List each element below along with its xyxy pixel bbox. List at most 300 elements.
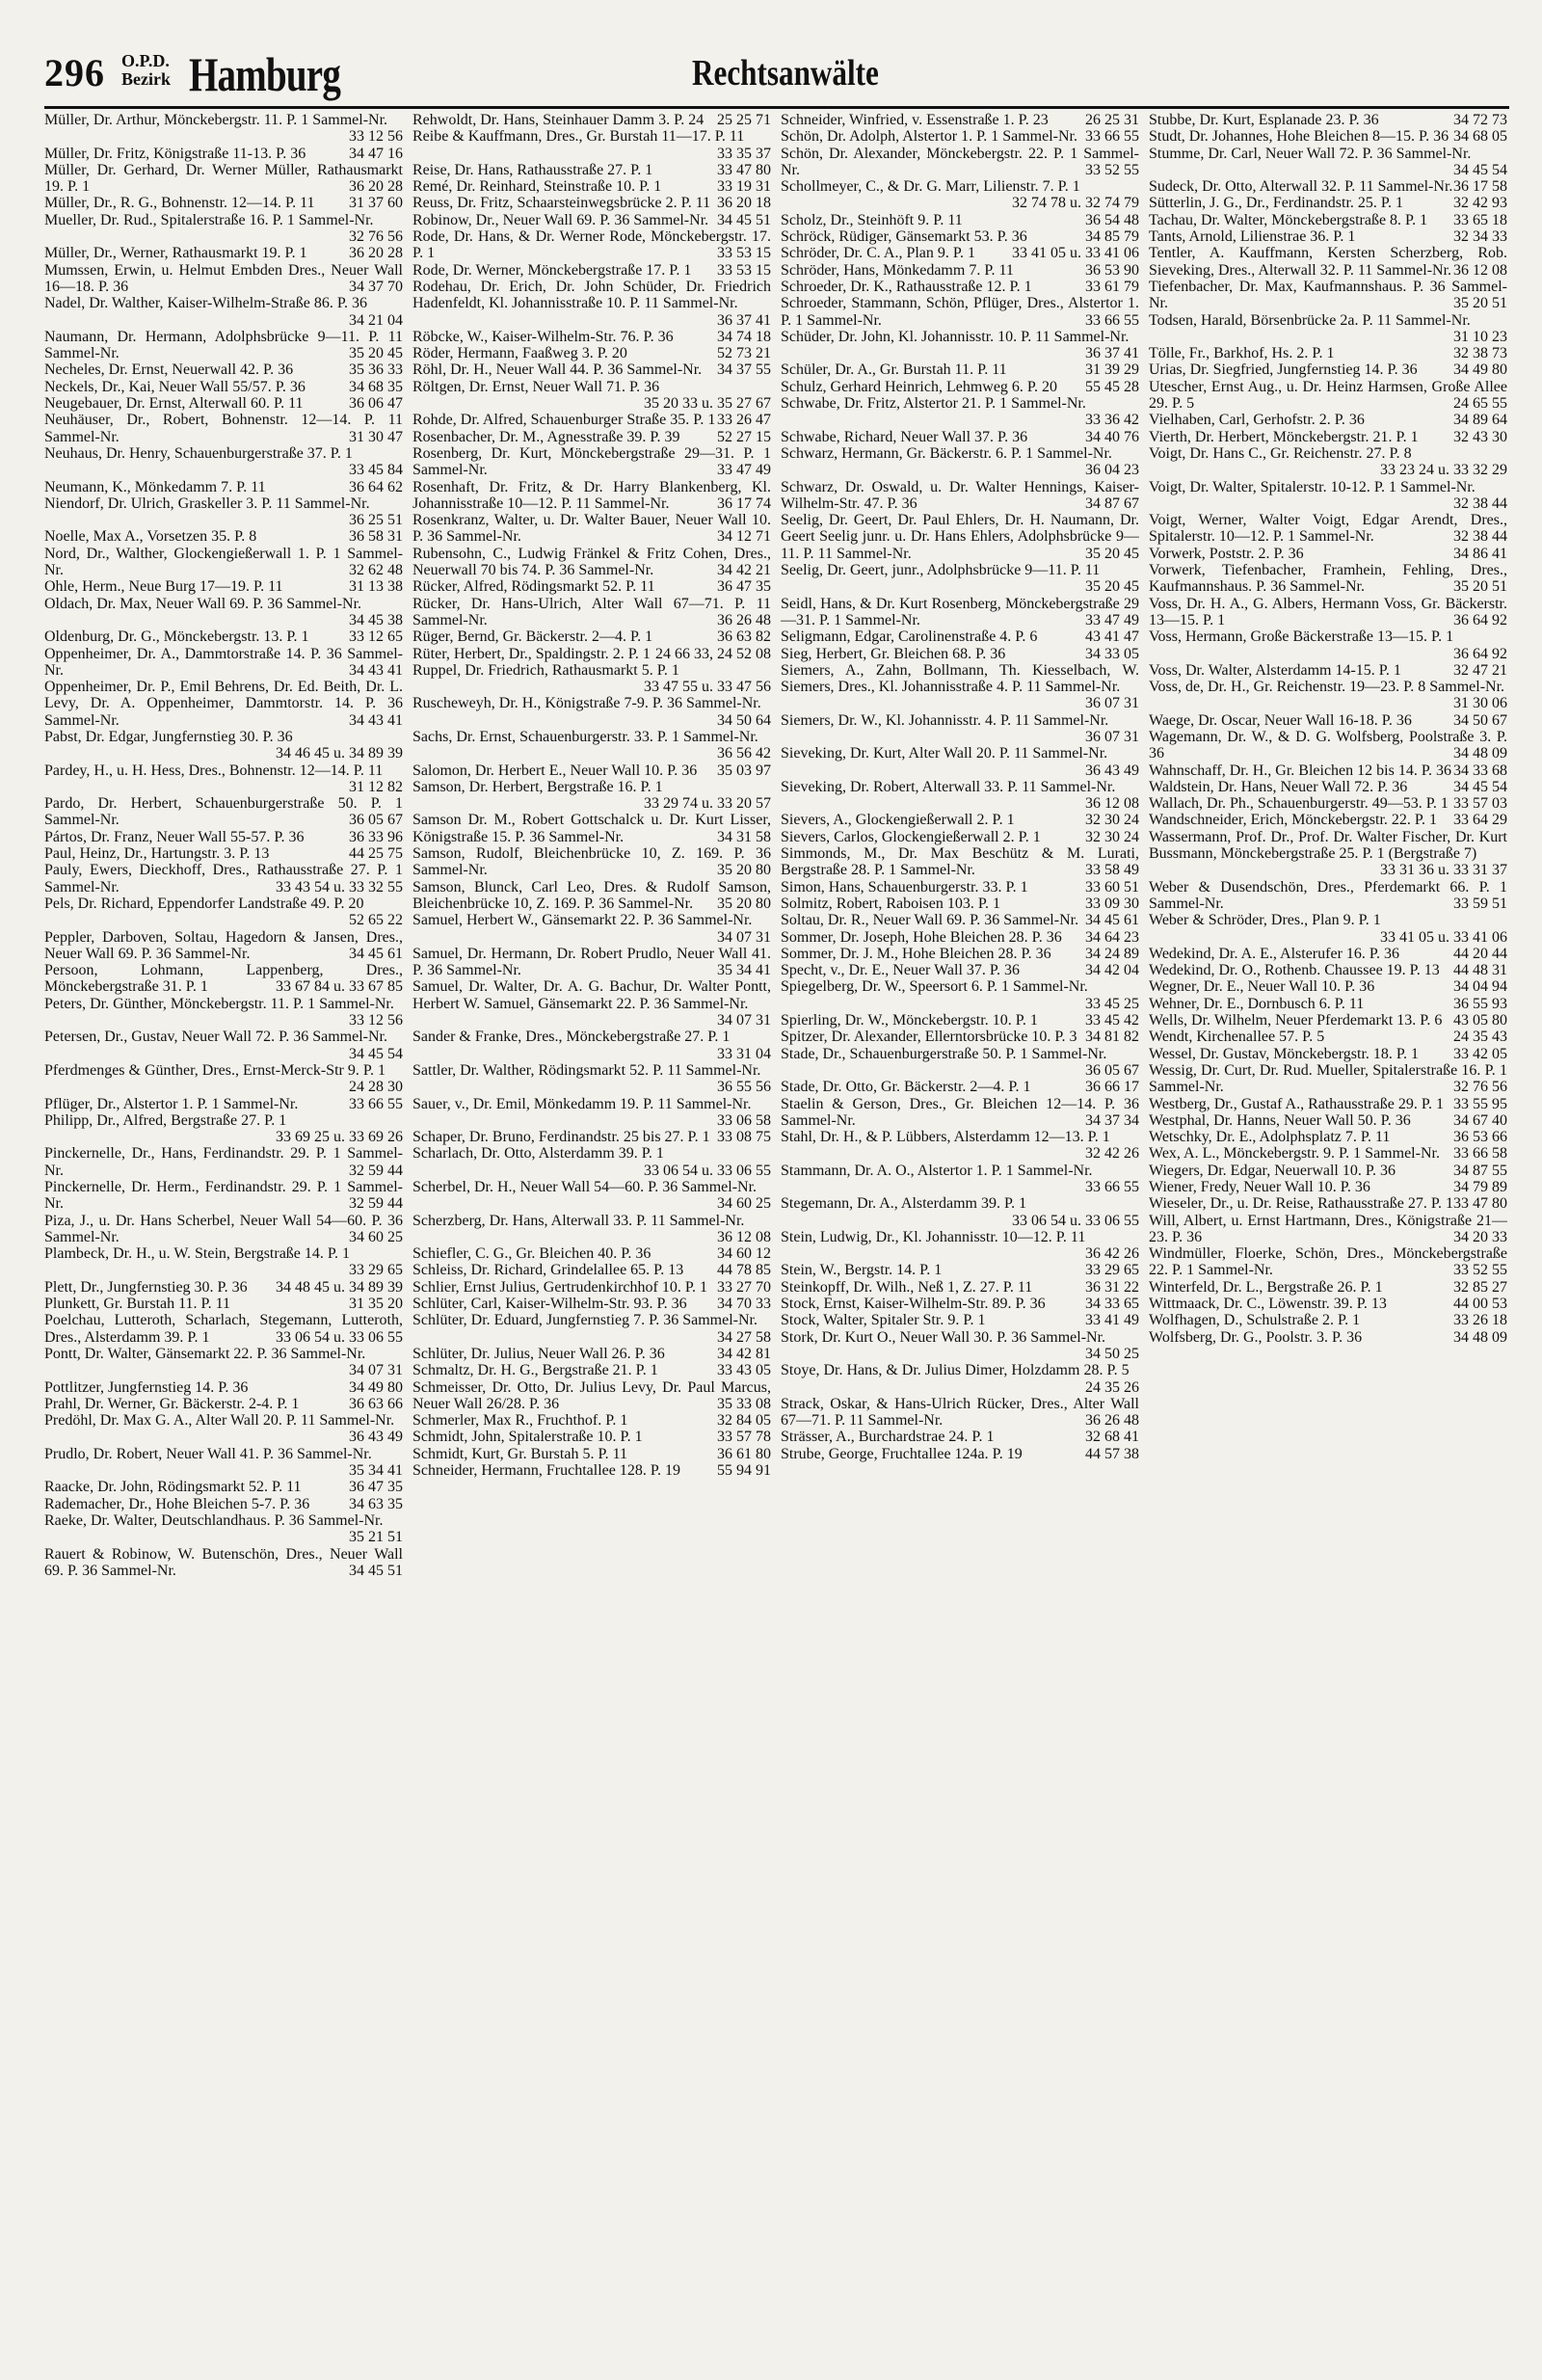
directory-entry: [412, 178, 771, 195]
directory-entry: [44, 1496, 403, 1512]
entry-text: Noelle, Max A., Vorsetzen 35. P. 8: [44, 528, 257, 546]
directory-entry: [412, 228, 771, 262]
entry-text: Stein, Ludwig, Dr., Kl. Johannisstr. 10—12. P. 11: [781, 1228, 1086, 1245]
directory-entry: [1149, 212, 1507, 228]
directory-entry: [44, 845, 403, 862]
entry-phone: 36 64 92: [1453, 611, 1507, 628]
entry-phone: 34 12 71: [717, 528, 771, 546]
entry-phone: 33 66 55: [1085, 128, 1139, 146]
entry-phone: 32 30 24: [1085, 828, 1139, 845]
entry-text: Scholz, Dr., Steinhöft 9. P. 11: [781, 211, 963, 228]
entry-phone: 34 27 58: [717, 1328, 771, 1346]
directory-entry: [412, 596, 771, 629]
entry-phone: 34 24 89: [1085, 945, 1139, 962]
directory-entry: [1149, 429, 1507, 445]
directory-entry: [781, 245, 1139, 261]
directory-entry: [44, 1446, 403, 1480]
entry-phone: 32 34 33: [1453, 228, 1507, 246]
entry-phone: 36 64 62: [349, 478, 403, 495]
entry-phone: 36 20 28: [349, 178, 403, 196]
entry-phone: 33 52 55: [1453, 1262, 1507, 1279]
directory-entry: [781, 712, 1139, 746]
entry-phone: 33 27 70: [717, 1278, 771, 1296]
directory-entry: [44, 962, 403, 996]
directory-entry: [781, 646, 1139, 662]
directory-entry: [781, 1446, 1139, 1462]
entry-phone: 32 76 56: [1453, 1079, 1507, 1096]
entry-phone: 33 45 84: [349, 462, 403, 479]
directory-entry: [1149, 712, 1507, 729]
directory-entry: [781, 912, 1139, 928]
column-3: [781, 112, 1139, 1579]
entry-text: Plambeck, Dr. H., u. W. Stein, Bergstraße 14. P. 1: [44, 1245, 351, 1263]
entry-phone: 36 12 08: [1453, 261, 1507, 279]
directory-entry: [781, 1079, 1139, 1095]
entry-phone: 36 07 31: [1085, 728, 1139, 745]
entry-text: Specht, v., Dr. E., Neuer Wall 37. P. 36: [781, 962, 1021, 979]
directory-entry: [412, 1029, 771, 1062]
entry-text: Spitzer, Dr. Alexander, Ellerntorsbrücke 10. P. 3: [781, 1029, 1077, 1046]
entry-text: Sauer, v., Dr. Emil, Mönkedamm 19. P. 11 Sammel-Nr.: [412, 1095, 752, 1112]
entry-phone: 34 72 73: [1453, 112, 1507, 128]
entry-phone: 34 45 61: [1085, 912, 1139, 929]
directory-entry: [1149, 1213, 1507, 1246]
entry-phone: 33 31 36 u. 33 31 37: [1380, 862, 1507, 879]
directory-entry: [412, 512, 771, 546]
entry-text: Wolfhagen, D., Schulstraße 2. P. 1: [1149, 1312, 1361, 1329]
entry-text: Wiener, Fredy, Neuer Wall 10. P. 36: [1149, 1179, 1370, 1195]
entry-text: Scherzberg, Dr. Hans, Alterwall 33. P. 11 Sammel-Nr.: [412, 1212, 745, 1229]
directory-entry: [781, 1129, 1139, 1163]
directory-entry: [44, 445, 403, 479]
directory-entry: [1149, 762, 1507, 779]
entry-text: Wandschneider, Erich, Mönckebergstr. 22. P. 1: [1149, 812, 1438, 829]
entry-phone: 33 41 05 u. 33 41 06: [1012, 245, 1139, 262]
directory-entry: [1149, 829, 1507, 879]
entry-phone: 34 33 68: [1453, 762, 1507, 779]
entry-phone: 34 50 25: [1085, 1345, 1139, 1362]
directory-entry: [1149, 1296, 1507, 1312]
entry-text: Philipp, Dr., Alfred, Bergstraße 27. P. 1: [44, 1111, 287, 1129]
entry-text: Oldenburg, Dr. G., Mönckebergstr. 13. P. 1: [44, 628, 309, 646]
entry-phone: 33 55 95: [1453, 1095, 1507, 1112]
entry-phone: 33 64 29: [1453, 812, 1507, 829]
entry-text: Stock, Walter, Spitaler Str. 9. P. 1: [781, 1312, 986, 1329]
entry-text: Scherbel, Dr. H., Neuer Wall 54—60. P. 36 Sammel-Nr.: [412, 1179, 758, 1195]
directory-entry: [44, 1312, 403, 1346]
directory-entry: [781, 128, 1139, 145]
entry-phone: 33 57 03: [1453, 795, 1507, 813]
entry-phone: 36 33 96: [349, 828, 403, 845]
entry-text: Waege, Dr. Oscar, Neuer Wall 16-18. P. 36: [1149, 711, 1412, 729]
entry-text: Samson, Blunck, Carl Leo, Dres. & Rudolf Samson, Bleichenbrücke 10, Z. 169. P. 36 Sammel-Nr.: [412, 878, 771, 912]
entry-phone: 36 26 48: [1085, 1412, 1139, 1430]
entry-text: Naumann, Dr. Hermann, Adolphsbrücke 9—11. P. 11 Sammel-Nr.: [44, 328, 403, 362]
entry-phone: 31 13 38: [349, 578, 403, 596]
directory-entry: [412, 1346, 771, 1362]
entry-phone: 34 70 33: [717, 1296, 771, 1313]
entry-text: Persoon, Lohmann, Lappenberg, Dres., Mönckebergstraße 31. P. 1: [44, 962, 403, 996]
directory-entry: [1149, 445, 1507, 479]
entry-phone: 52 27 15: [717, 428, 771, 445]
directory-entry: [1149, 312, 1507, 346]
entry-text: Schwabe, Dr. Fritz, Alstertor 21. P. 1 Sammel-Nr.: [781, 395, 1086, 413]
directory-entry: [44, 1346, 403, 1379]
entry-text: Pardo, Dr. Herbert, Schauenburgerstraße 50. P. 1 Sammel-Nr.: [44, 795, 403, 829]
directory-entry: [781, 662, 1139, 712]
directory-entry: [1149, 1245, 1507, 1279]
entry-phone: 43 05 80: [1453, 1012, 1507, 1030]
directory-entry: [44, 146, 403, 162]
entry-text: Neumann, K., Mönkedamm 7. P. 11: [44, 478, 266, 495]
directory-entry: [1149, 245, 1507, 279]
entry-text: Rücker, Alfred, Rödingsmarkt 52. P. 11: [412, 578, 655, 596]
entry-phone: 33 23 24 u. 33 32 29: [1380, 462, 1507, 479]
entry-text: Voigt, Dr. Hans C., Gr. Reichenstr. 27. P. 8: [1149, 444, 1412, 462]
directory-entry: [44, 162, 403, 196]
directory-entry: [1149, 128, 1507, 145]
entry-phone: 34 74 18: [717, 328, 771, 345]
directory-entry: [1149, 946, 1507, 962]
directory-entry: [781, 829, 1139, 845]
directory-entry: [44, 1296, 403, 1312]
entry-text: Wittmaack, Dr. C., Löwenstr. 39. P. 13: [1149, 1296, 1387, 1313]
directory-entry: [1149, 546, 1507, 562]
entry-text: Röbcke, W., Kaiser-Wilhelm-Str. 76. P. 36: [412, 328, 674, 345]
entry-text: Tachau, Dr. Walter, Mönckebergstraße 8. P. 1: [1149, 211, 1428, 228]
entry-phone: 33 06 58: [717, 1111, 771, 1129]
directory-entry: [44, 1112, 403, 1146]
entry-text: Poelchau, Lutteroth, Scharlach, Stegemann, Lutteroth, Dres., Alsterdamm 39. P. 1: [44, 1312, 403, 1346]
entry-phone: 33 09 30: [1085, 895, 1139, 912]
entry-text: Neugebauer, Dr. Ernst, Alterwall 60. P. 11: [44, 395, 304, 413]
entry-phone: 34 42 04: [1085, 962, 1139, 979]
directory-entry: [1149, 1195, 1507, 1212]
entry-phone: 32 42 93: [1453, 195, 1507, 212]
entry-text: Schmerler, Max R., Fruchthof. P. 1: [412, 1412, 628, 1430]
directory-entry: [1149, 628, 1507, 662]
directory-entry: [412, 412, 771, 428]
directory-entry: [781, 512, 1139, 562]
entry-phone: 33 65 18: [1453, 211, 1507, 228]
directory-entry: [44, 295, 403, 329]
directory-entry: [412, 279, 771, 329]
directory-entry: [44, 1179, 403, 1213]
entry-text: Neuhäuser, Dr., Robert, Bohnenstr. 12—14. P. 11 Sammel-Nr.: [44, 412, 403, 445]
entry-text: Ohle, Herm., Neue Burg 17—19. P. 11: [44, 578, 283, 596]
entry-phone: 33 52 55: [1085, 161, 1139, 178]
entry-phone: 34 63 35: [349, 1495, 403, 1512]
directory-entry: [781, 112, 1139, 128]
directory-entry: [44, 395, 403, 412]
directory-entry: [781, 228, 1139, 245]
entry-text: Wagemann, Dr. W., & D. G. Wolfsberg, Poolstraße 3. P. 36: [1149, 728, 1507, 762]
entry-text: Schneider, Winfried, v. Essenstraße 1. P. 23: [781, 112, 1049, 128]
entry-text: Reise, Dr. Hans, Rathausstraße 27. P. 1: [412, 161, 653, 178]
directory-entry: [781, 1312, 1139, 1328]
entry-phone: 34 47 16: [349, 145, 403, 162]
entry-text: Schaper, Dr. Bruno, Ferdinandstr. 25 bis 27. P. 1: [412, 1129, 710, 1146]
entry-phone: 34 07 31: [717, 1012, 771, 1030]
entry-text: Rosenbacher, Dr. M., Agnesstraße 39. P. 39: [412, 428, 680, 445]
directory-entry: [781, 1229, 1139, 1263]
entry-text: Siemers, Dr. W., Kl. Johannisstr. 4. P. 11 Sammel-Nr.: [781, 711, 1109, 729]
directory-entry: [1149, 195, 1507, 211]
entry-text: Pinckernelle, Dr. Herm., Ferdinandstr. 29. P. 1 Sammel-Nr.: [44, 1179, 403, 1213]
directory-entry: [44, 1479, 403, 1495]
directory-entry: [781, 429, 1139, 445]
directory-entry: [781, 1096, 1139, 1130]
entry-phone: 34 60 25: [349, 1228, 403, 1245]
entry-phone: 24 35 26: [1085, 1378, 1139, 1396]
entry-text: Röder, Hermann, Faaßweg 3. P. 20: [412, 345, 627, 362]
entry-phone: 33 60 51: [1085, 878, 1139, 896]
directory-entry: [44, 1396, 403, 1412]
entry-text: Müller, Dr., Werner, Rathausmarkt 19. P. 1: [44, 245, 307, 262]
directory-entry: [1149, 379, 1507, 413]
entry-text: Schüler, Dr. A., Gr. Burstah 11. P. 11: [781, 361, 1007, 379]
entry-phone: 35 20 51: [1453, 578, 1507, 596]
entry-text: Wessig, Dr. Curt, Dr. Rud. Mueller, Spitalerstraße 16. P. 1 Sammel-Nr.: [1149, 1061, 1507, 1096]
entry-phone: 33 47 49: [1085, 611, 1139, 628]
entry-phone: 34 20 33: [1453, 1228, 1507, 1245]
entry-text: Pontt, Dr. Walter, Gänsemarkt 22. P. 36 Sammel-Nr.: [44, 1345, 366, 1362]
directory-entry: [1149, 228, 1507, 245]
entry-phone: 33 43 05: [717, 1362, 771, 1379]
entry-phone: 34 85 79: [1085, 228, 1139, 246]
directory-entry: [44, 262, 403, 296]
entry-phone: 44 25 75: [349, 845, 403, 863]
entry-text: Samson, Dr. Herbert, Bergstraße 16. P. 1: [412, 778, 663, 795]
directory-entry: [412, 1062, 771, 1096]
directory-entry: [1149, 912, 1507, 946]
entry-text: Weber & Schröder, Dres., Plan 9. P. 1: [1149, 912, 1381, 929]
entry-text: Schollmeyer, C., & Dr. G. Marr, Lilienstr. 7. P. 1: [781, 178, 1080, 196]
entry-text: Seelig, Dr. Geert, Dr. Paul Ehlers, Dr. H. Naumann, Dr. Geert Seelig junr. u. Dr. Hans Ehlers, Adolphsbrücke 9—11. P. 11 Sammel-Nr.: [781, 512, 1139, 562]
entry-text: Röhl, Dr. H., Neuer Wall 44. P. 36 Sammel-Nr.: [412, 361, 703, 379]
entry-text: Sattler, Dr. Walther, Rödingsmarkt 52. P. 11 Sammel-Nr.: [412, 1061, 761, 1079]
directory-entry: [44, 212, 403, 246]
entry-phone: 34 68 35: [349, 378, 403, 395]
entry-text: Wells, Dr. Wilhelm, Neuer Pferdemarkt 13. P. 6: [1149, 1012, 1443, 1030]
directory-entry: [781, 1296, 1139, 1312]
entry-phone: 34 45 54: [1453, 778, 1507, 795]
directory-entry: [412, 946, 771, 979]
entry-phone: 34 46 45 u. 34 89 39: [276, 745, 403, 762]
entry-phone: 34 45 51: [349, 1562, 403, 1579]
entry-text: Wedekind, Dr. A. E., Alsterufer 16. P. 36: [1149, 945, 1400, 962]
entry-text: Rohde, Dr. Alfred, Schauenburger Straße 35. P. 1: [412, 412, 716, 429]
entry-text: Müller, Dr. Gerhard, Dr. Werner Müller, Rathausmarkt 19. P. 1: [44, 161, 403, 196]
entry-text: Schroeder, Stammann, Schön, Pflüger, Dres., Alstertor 1. P. 1 Sammel-Nr.: [781, 295, 1139, 329]
directory-entry: [1149, 1312, 1507, 1328]
entry-phone: 33 59 51: [1453, 895, 1507, 912]
directory-entry: [412, 429, 771, 445]
entry-phone: 34 45 51: [717, 211, 771, 228]
entry-text: Voss, Hermann, Große Bäckerstraße 13—15. P. 1: [1149, 628, 1454, 646]
entry-text: Rosenhaft, Dr. Fritz, & Dr. Harry Blankenberg, Kl. Johannisstraße 10—12. P. 11 Sammel-Nr.: [412, 478, 771, 512]
directory-entry: [412, 1213, 771, 1246]
entry-text: Wedekind, Dr. O., Rothenb. Chaussee 19. P. 13: [1149, 962, 1440, 979]
entry-phone: 36 26 48: [717, 611, 771, 628]
header-rule: [44, 106, 1509, 109]
directory-entry: [1149, 662, 1507, 679]
page-number: 296: [44, 51, 105, 94]
entry-text: Staelin & Gerson, Dres., Gr. Bleichen 12—14. P. 36 Sammel-Nr.: [781, 1095, 1139, 1129]
entry-phone: 24 35 43: [1453, 1029, 1507, 1046]
entry-phone: 33 26 18: [1453, 1312, 1507, 1329]
column-2: [412, 112, 771, 1579]
directory-entry: [1149, 512, 1507, 546]
entry-text: Wetschky, Dr. E., Adolphsplatz 7. P. 11: [1149, 1129, 1391, 1146]
entry-text: Wex, A. L., Mönckebergstr. 9. P. 1 Sammel-Nr.: [1149, 1145, 1440, 1163]
entry-phone: 43 41 47: [1085, 628, 1139, 646]
entry-text: Rode, Dr. Werner, Mönckebergstraße 17. P. 1: [412, 261, 692, 279]
entry-phone: 36 61 80: [717, 1445, 771, 1462]
directory-entry: [412, 978, 771, 1029]
entry-phone: 36 66 17: [1085, 1079, 1139, 1096]
entry-text: Vorwerk, Tiefenbacher, Framhein, Fehling, Dres., Kaufmannshaus. P. 36 Sammel-Nr.: [1149, 562, 1507, 596]
entry-text: Pflüger, Dr., Alstertor 1. P. 1 Sammel-Nr.: [44, 1095, 299, 1112]
entry-phone: 33 06 54 u. 33 06 55: [644, 1162, 771, 1179]
directory-entry: [412, 879, 771, 913]
entry-phone: 32 68 41: [1085, 1429, 1139, 1446]
entry-text: Simon, Hans, Schauenburgerstr. 33. P. 1: [781, 878, 1028, 896]
entry-phone: 36 31 22: [1085, 1278, 1139, 1296]
entry-phone: 36 56 42: [717, 745, 771, 762]
directory-entry: [44, 628, 403, 645]
entry-phone: 34 37 34: [1085, 1111, 1139, 1129]
entry-text: Schlüter, Dr. Julius, Neuer Wall 26. P. 36: [412, 1345, 665, 1362]
directory-entry: [412, 1145, 771, 1179]
directory-entry: [44, 646, 403, 680]
entry-text: Schwabe, Richard, Neuer Wall 37. P. 36: [781, 428, 1028, 445]
entry-text: Salomon, Dr. Herbert E., Neuer Wall 10. P. 36: [412, 762, 698, 779]
entry-phone: 35 36 33: [349, 361, 403, 379]
directory-entry: [781, 1046, 1139, 1080]
entry-text: Sommer, Dr. J. M., Hohe Bleichen 28. P. 36: [781, 945, 1051, 962]
directory-entry: [44, 729, 403, 762]
entry-phone: 33 47 55 u. 33 47 56: [644, 679, 771, 696]
column-1: [44, 112, 403, 1579]
entry-text: Seidl, Hans, & Dr. Kurt Rosenberg, Mönckebergstraße 29—31. P. 1 Sammel-Nr.: [781, 595, 1139, 628]
entry-text: Piza, J., u. Dr. Hans Scherbel, Neuer Wall 54—60. P. 36 Sammel-Nr.: [44, 1212, 403, 1245]
directory-entry: [1149, 562, 1507, 596]
entry-phone: 36 53 90: [1085, 261, 1139, 279]
entry-phone: 33 66 58: [1453, 1145, 1507, 1163]
entry-text: Steinkopff, Dr. Wilh., Neß 1, Z. 27. P. 11: [781, 1278, 1033, 1296]
entry-text: Schiefler, C. G., Gr. Bleichen 40. P. 36: [412, 1245, 651, 1263]
entry-text: Samson, Rudolf, Bleichenbrücke 10, Z. 169. P. 36 Sammel-Nr.: [412, 845, 771, 879]
entry-text: Schröder, Hans, Mönkedamm 7. P. 11: [781, 261, 1014, 279]
entry-phone: 36 25 51: [349, 512, 403, 529]
entry-text: Pels, Dr. Richard, Eppendorfer Landstraße 49. P. 20: [44, 895, 364, 912]
entry-phone: 36 07 31: [1085, 695, 1139, 712]
entry-text: Raeke, Dr. Walter, Deutschlandhaus. P. 36 Sammel-Nr.: [44, 1511, 384, 1529]
entry-text: Stock, Ernst, Kaiser-Wilhelm-Str. 89. P. 36: [781, 1296, 1046, 1313]
entry-phone: 34 48 09: [1453, 745, 1507, 762]
directory-entry: [44, 762, 403, 796]
entry-phone: 33 31 04: [717, 1045, 771, 1062]
entry-phone: 35 33 08: [717, 1395, 771, 1412]
entry-text: Schön, Dr. Adolph, Alstertor 1. P. 1 Sammel-Nr.: [781, 128, 1077, 146]
directory-entry: [44, 479, 403, 495]
entry-phone: 34 43 41: [349, 711, 403, 729]
entry-text: Strube, George, Fruchtallee 124a. P. 19: [781, 1445, 1023, 1462]
entry-phone: 33 42 05: [1453, 1045, 1507, 1062]
entry-phone: 34 50 67: [1453, 711, 1507, 729]
entry-phone: 44 48 31: [1453, 962, 1507, 979]
entry-phone: 36 47 35: [349, 1479, 403, 1496]
entry-text: Predöhl, Dr. Max G. A., Alter Wall 20. P. 11 Sammel-Nr.: [44, 1412, 395, 1430]
entry-text: Strack, Oskar, & Hans-Ulrich Rücker, Dres., Alter Wall 67—71. P. 11 Sammel-Nr.: [781, 1395, 1139, 1430]
entry-phone: 33 67 84 u. 33 67 85: [276, 978, 403, 996]
directory-entry: [412, 112, 771, 128]
directory-entry: [44, 1512, 403, 1546]
directory-entry: [781, 1329, 1139, 1363]
directory-entry: [412, 1429, 771, 1445]
directory-entry: [412, 262, 771, 279]
directory-entry: [781, 962, 1139, 978]
directory-entry: [412, 479, 771, 513]
entry-text: Nord, Dr., Walther, Glockengießerwall 1. P. 1 Sammel-Nr.: [44, 545, 403, 579]
directory-entry: [781, 295, 1139, 329]
directory-entry: [44, 1096, 403, 1112]
entry-phone: 36 64 92: [1453, 645, 1507, 662]
directory-entry: [44, 195, 403, 211]
entry-phone: 33 12 65: [349, 628, 403, 646]
entry-text: Necheles, Dr. Ernst, Neuerwall 42. P. 36: [44, 361, 294, 379]
entry-phone: 34 40 76: [1085, 428, 1139, 445]
entry-phone: 31 35 20: [349, 1296, 403, 1313]
entry-text: Tentler, A. Kauffmann, Kersten Scherzberg, Rob. Sieveking, Dres., Alterwall 32. P. 11 Sammel-Nr.: [1149, 245, 1507, 279]
entry-text: Röltgen, Dr. Ernst, Neuer Wall 71. P. 36: [412, 378, 660, 395]
entry-phone: 44 20 44: [1453, 945, 1507, 962]
entry-phone: 36 47 35: [717, 578, 771, 596]
entry-text: Sieveking, Dr. Robert, Alterwall 33. P. 11 Sammel-Nr.: [781, 778, 1116, 795]
entry-text: Sander & Franke, Dres., Mönckebergstraße 27. P. 1: [412, 1029, 731, 1046]
directory-entry: [412, 1129, 771, 1145]
directory-entry: [1149, 879, 1507, 913]
entry-text: Tants, Arnold, Lilienstrae 36. P. 1: [1149, 228, 1356, 246]
entry-phone: 36 04 23: [1085, 462, 1139, 479]
directory-entry: [44, 862, 403, 896]
entry-phone: 24 28 30: [349, 1079, 403, 1096]
entry-text: Samson Dr. M., Robert Gottschalck u. Dr. Kurt Lisser, Königstraße 15. P. 36 Sammel-Nr.: [412, 812, 771, 845]
directory-entry: [412, 1412, 771, 1429]
entry-phone: 34 37 55: [717, 361, 771, 379]
directory-entry: [412, 845, 771, 879]
entry-text: Rehwoldt, Dr. Hans, Steinhauer Damm 3. P. 24: [412, 112, 705, 128]
directory-entry: [781, 1012, 1139, 1029]
directory-entry: [412, 345, 771, 361]
directory-entry: [781, 1279, 1139, 1296]
entry-phone: 36 63 82: [717, 628, 771, 646]
directory-entry: [781, 779, 1139, 813]
entry-text: Reibe & Kauffmann, Dres., Gr. Burstah 11—17. P. 11: [412, 128, 745, 146]
directory-entry: [412, 445, 771, 479]
entry-phone: 34 60 25: [717, 1195, 771, 1213]
entry-phone: 34 42 21: [717, 562, 771, 579]
entry-text: Pauly, Ewers, Dieckhoff, Dres., Rathausstraße 27. P. 1 Sammel-Nr.: [44, 862, 403, 896]
entry-phone: 32 43 30: [1453, 428, 1507, 445]
entry-phone: 33 29 65: [349, 1262, 403, 1279]
directory-entry: [1149, 1179, 1507, 1195]
directory-entry: [1149, 1012, 1507, 1029]
entry-phone: 36 17 74: [717, 495, 771, 512]
directory-entry: [1149, 1145, 1507, 1162]
entry-phone: 32 47 21: [1453, 661, 1507, 679]
